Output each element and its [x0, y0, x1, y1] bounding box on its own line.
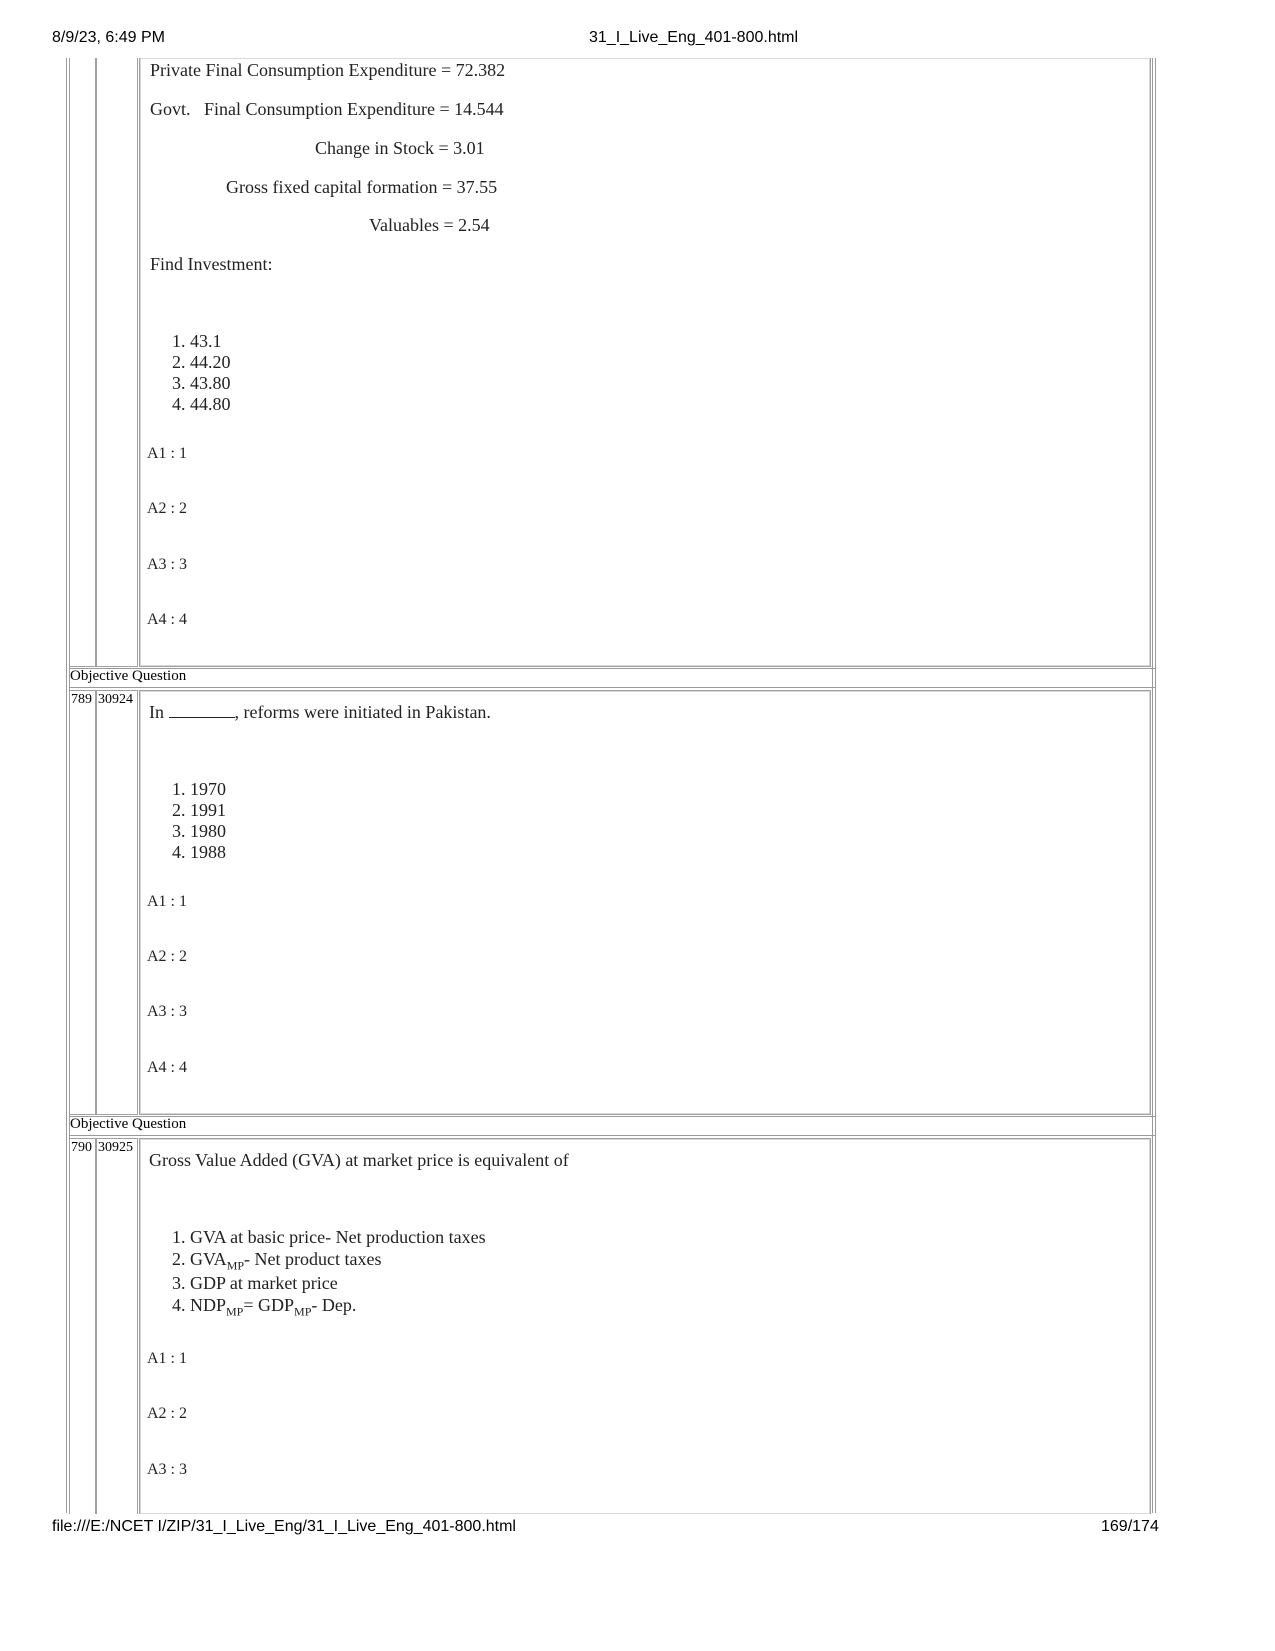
- q788-answer-2: A2 : 2: [147, 500, 187, 517]
- row-divider: [69, 668, 1155, 669]
- table-border-right-outer: [1155, 58, 1156, 1513]
- q789-answer-3: A3 : 3: [147, 1003, 187, 1020]
- row-divider: [69, 1116, 1155, 1117]
- print-filename: 31_I_Live_Eng_401-800.html: [589, 29, 799, 46]
- q788-option-3: 3. 43.80: [172, 373, 231, 393]
- q790-option-4-post: - Dep.: [311, 1295, 357, 1315]
- q788-line-find: Find Investment:: [150, 254, 273, 274]
- q790-question-id: 30925: [98, 1140, 133, 1155]
- q790-content-box: [139, 1138, 1151, 1514]
- q789-sno-cell: [69, 690, 96, 1115]
- table-border-left-outer: [66, 58, 67, 1513]
- q788-sno-cell: [69, 58, 96, 667]
- q790-answer-3: A3 : 3: [147, 1461, 187, 1478]
- q789-question-id: 30924: [98, 692, 133, 707]
- q788-line-govt: Govt. Final Consumption Expenditure = 14.544: [150, 99, 504, 119]
- q788-answer-1: A1 : 1: [147, 445, 187, 462]
- q790-option-2-pre: 2. GVA: [172, 1249, 227, 1269]
- q788-line-private: Private Final Consumption Expenditure = 72.382: [150, 60, 506, 80]
- q790-option-2-sub: MP: [226, 1258, 245, 1273]
- q788-answer-3: A3 : 3: [147, 556, 187, 573]
- q788-line-stock: Change in Stock = 3.01: [315, 138, 485, 158]
- q788-line-gfcf: Gross fixed capital formation = 37.55: [226, 177, 498, 197]
- q790-option-2-post: - Net product taxes: [244, 1249, 382, 1269]
- table-border-right-inner: [1152, 58, 1153, 1513]
- q790-option-1: 1. GVA at basic price- Net production taxes: [172, 1227, 486, 1247]
- q788-answer-4: A4 : 4: [147, 611, 187, 628]
- q790-sno-cell: [69, 1138, 96, 1514]
- row-divider: [69, 687, 1155, 688]
- q788-content-box: [139, 58, 1151, 667]
- q789-type-label: Objective Question: [70, 668, 187, 684]
- q790-qid-cell: [96, 1138, 138, 1514]
- row-divider: [69, 1135, 1155, 1136]
- q790-answer-2: A2 : 2: [147, 1405, 187, 1422]
- q790-type-label: Objective Question: [70, 1116, 187, 1132]
- q790-option-4-sub1: MP: [226, 1304, 244, 1319]
- q789-answer-4: A4 : 4: [147, 1059, 187, 1076]
- q789-serial-number: 789: [71, 692, 92, 707]
- q788-option-4: 4. 44.80: [172, 394, 231, 414]
- q790-option-4-pre: 4. NDP: [172, 1295, 227, 1315]
- print-page-number: 169/174: [1101, 1518, 1159, 1535]
- q789-qid-cell: [96, 690, 138, 1115]
- q790-answer-1: A1 : 1: [147, 1350, 187, 1367]
- q789-blank: [169, 702, 235, 718]
- q788-option-1: 1. 43.1: [172, 331, 222, 351]
- q789-option-3: 3. 1980: [172, 821, 226, 841]
- q789-text-before: In: [149, 702, 164, 722]
- q790-option-4: [172, 1294, 356, 1323]
- q790-option-4-sub2: MP: [294, 1304, 312, 1319]
- q789-text-after: , reforms were initiated in Pakistan.: [234, 702, 491, 722]
- q789-question-text: [149, 702, 491, 723]
- q790-question-text: Gross Value Added (GVA) at market price is equivalent of: [149, 1150, 569, 1170]
- q789-answer-2: A2 : 2: [147, 948, 187, 965]
- q789-content-box: [139, 690, 1151, 1115]
- q789-option-1: 1. 1970: [172, 779, 226, 799]
- print-file-path: file:///E:/NCET I/ZIP/31_I_Live_Eng/31_I_Live_Eng_401-800.html: [52, 1518, 516, 1535]
- q790-option-3: 3. GDP at market price: [172, 1273, 338, 1293]
- q788-qid-cell: [96, 58, 138, 667]
- q789-option-2: 2. 1991: [172, 800, 226, 820]
- q790-serial-number: 790: [71, 1140, 92, 1155]
- q788-option-2: 2. 44.20: [172, 352, 231, 372]
- q789-option-4: 4. 1988: [172, 842, 226, 862]
- print-datetime: 8/9/23, 6:49 PM: [52, 29, 165, 46]
- q790-option-4-mid: = GDP: [243, 1295, 295, 1315]
- q789-answer-1: A1 : 1: [147, 893, 187, 910]
- q788-line-valuables: Valuables = 2.54: [369, 215, 490, 235]
